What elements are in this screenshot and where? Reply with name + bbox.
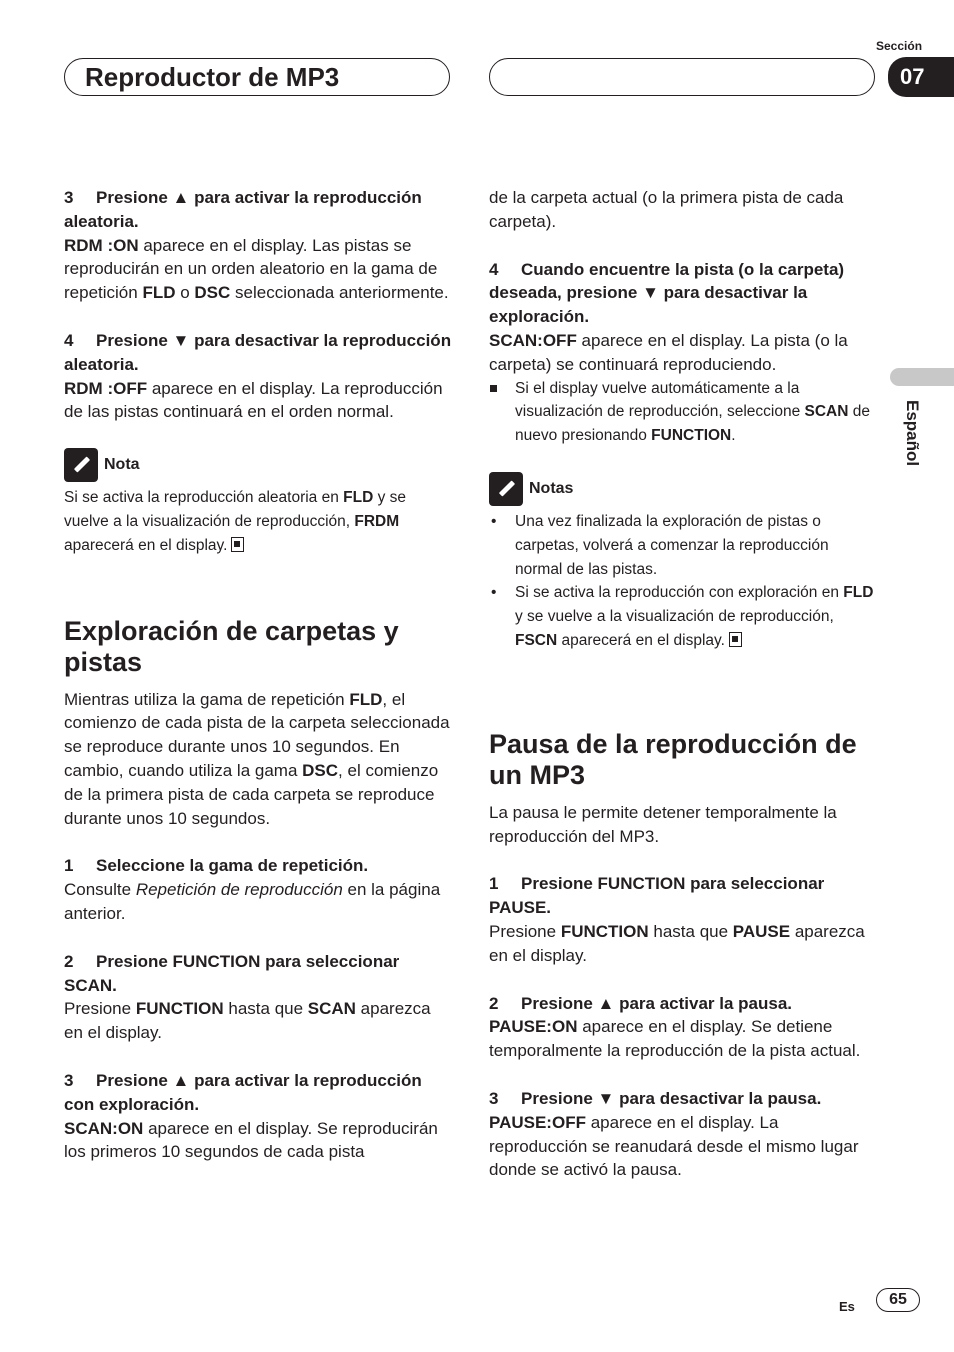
end-mark-icon [231, 537, 244, 552]
step-heading: 3 Presione ▲ para activar la reproducción aleatoria. [64, 188, 422, 231]
pencil-note-icon [64, 448, 98, 482]
step-heading: 4 Presione ▼ para desactivar la reproducción aleatoria. [64, 330, 452, 374]
section-heading: Exploración de carpetas y pistas [64, 615, 399, 677]
page-number: 65 [876, 1288, 920, 1312]
left-column [64, 186, 452, 1164]
step-heading: 2 Presione FUNCTION para seleccionar SCAN. [64, 951, 400, 995]
step-body: Presione FUNCTION hasta que PAUSE aparezca en el display. [489, 921, 865, 965]
notes-header [489, 472, 877, 506]
step-body: PAUSE:OFF aparece en el display. La reproducción se reanudará desde el mismo lugar donde se activó la pausa. [489, 1112, 859, 1180]
pencil-note-icon [489, 472, 523, 506]
step-body: Consulte Repetición de reproducción en la página anterior. [64, 880, 441, 923]
intro-paragraph: Mientras utiliza la gama de repetición FLD, el comienzo de cada pista de la carpeta seleccionada se reproduce durante unos 10 segundos. En cambio, cuando utiliza la gama DSC, el comienzo de la primera pista de cada carpeta se reproduce durante unos 10 segundos. [64, 689, 450, 828]
language-label: Español [903, 400, 922, 467]
square-bullet-item: Si el display vuelve automáticamente a la visualización de reproducción, seleccione SCAN de nuevo presionando FUNCTION. [489, 377, 877, 448]
step-body: SCAN:OFF aparece en el display. La pista (o la carpeta) se continuará reproduciendo. [489, 330, 848, 374]
notes-title: Notas [529, 480, 574, 498]
footer-language-code: Es [839, 1299, 855, 1314]
step-body: Presione FUNCTION hasta que SCAN aparezca en el display. [64, 999, 431, 1043]
step-body: SCAN:ON aparece en el display. Se reproducirán los primeros 10 segundos de cada pista [64, 1118, 438, 1162]
step-heading: 1 Seleccione la gama de repetición. [64, 856, 369, 876]
header-title-pill [64, 58, 450, 96]
step-heading: 1 Presione FUNCTION para seleccionar PAUSE. [489, 874, 825, 918]
step-heading: 3 Presione ▼ para desactivar la pausa. [489, 1088, 822, 1108]
page-title: Reproductor de MP3 [85, 62, 340, 92]
header-empty-pill [489, 58, 875, 96]
continued-text: de la carpeta actual (o la primera pista de cada carpeta). [489, 188, 844, 231]
section-number-badge: 07 [888, 57, 954, 97]
section-label: Sección [876, 39, 923, 53]
right-column [489, 186, 877, 1182]
note-title: Nota [104, 456, 140, 474]
language-tab-marker [890, 368, 954, 386]
step-heading: 4 Cuando encuentre la pista (o la carpeta) deseada, presione ▼ para desactivar la exploración. [489, 259, 845, 327]
note-header [64, 448, 452, 482]
step-body: RDM :ON aparece en el display. Las pistas se reproducirán en un orden aleatorio en la gama de repetición FLD o DSC seleccionada anteriormente. [64, 235, 449, 303]
note-bullet: • Si se activa la reproducción con exploración en FLD y se vuelve a la visualización de reproducción, FSCN aparecerá en el display. [489, 581, 877, 652]
step-body: RDM :OFF aparece en el display. La reproducción de las pistas continuará en el orden normal. [64, 378, 443, 422]
section-heading: Pausa de la reproducción de un MP3 [489, 728, 857, 790]
step-heading: 2 Presione ▲ para activar la pausa. [489, 993, 793, 1013]
step-body: PAUSE:ON aparece en el display. Se detiene temporalmente la reproducción de la pista actual. [489, 1017, 861, 1061]
intro-paragraph: La pausa le permite detener temporalmente la reproducción del MP3. [489, 802, 837, 846]
note-body: Si se activa la reproducción aleatoria en FLD y se vuelve a la visualización de reproducción, FRDM aparecerá en el display. [64, 489, 407, 554]
step-heading: 3 Presione ▲ para activar la reproducción con exploración. [64, 1070, 422, 1114]
note-bullet: • Una vez finalizada la exploración de pistas o carpetas, volverá a comenzar la reproducción normal de las pistas. [489, 510, 877, 581]
end-mark-icon [729, 632, 742, 647]
